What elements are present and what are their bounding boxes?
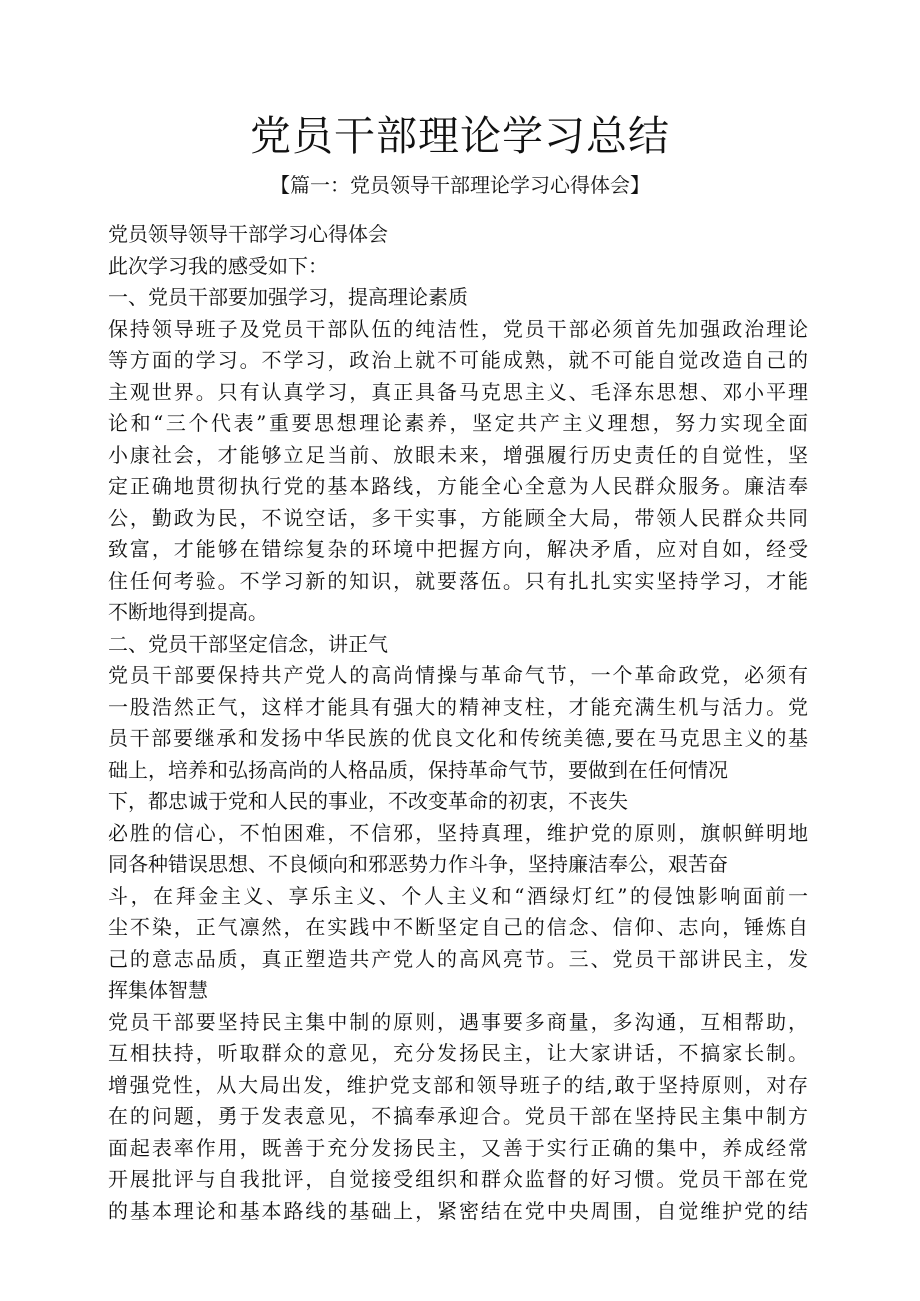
document-subtitle: 【篇一：党员领导干部理论学习心得体会】 (270, 173, 650, 197)
body-line: 论和“三个代表”重要思想理论素养，坚定共产主义理想，努力实现全面 (108, 411, 808, 435)
body-line: 员干部要继承和发扬中华民族的优良文化和传统美德,要在马克思主义的基 (108, 726, 808, 750)
body-line: 己的意志品质，真正塑造共产党人的高风亮节。三、党员干部讲民主，发 (108, 946, 808, 971)
body-line: 增强党性，从大局出发，维护党支部和领导班子的结,敢于坚持原则，对存 (108, 1072, 808, 1097)
body-line: 一股浩然正气，这样才能具有强大的精神支柱，才能充满生机与活力。党 (108, 694, 808, 719)
document-title: 党员干部理论学习总结 (250, 112, 670, 160)
body-line: 保持领导班子及党员干部队伍的纯洁性，党员干部必须首先加强政治理论 (108, 316, 808, 341)
body-line: 在的问题，勇于发表意见，不搞奉承迎合。党员干部在坚持民主集中制方 (108, 1104, 808, 1128)
body-line: 面起表率作用，既善于充分发扬民主，又善于实行正确的集中，养成经常 (108, 1135, 808, 1160)
body-line: 互相扶持，听取群众的意见，充分发扬民主，让大家讲话，不搞家长制。 (108, 1041, 808, 1065)
body-line: 的基本理论和基本路线的基础上，紧密结在党中央周围，自觉维护党的结 (108, 1198, 808, 1223)
document-body (108, 219, 808, 1227)
body-line: 开展批评与自我批评，自觉接受组织和群众监督的好习惯。党员干部在党 (108, 1167, 808, 1191)
body-line: 二、党员干部坚定信念，讲正气 (108, 631, 388, 656)
body-line: 挥集体智慧 (108, 978, 208, 1002)
body-line: 小康社会，才能够立足当前、放眼未来，增强履行历史责任的自觉性，坚 (108, 442, 808, 467)
body-line: 致富，才能够在错综复杂的环境中把握方向，解决矛盾，应对自如，经受 (108, 537, 808, 561)
body-line: 主观世界。只有认真学习，真正具备马克思主义、毛泽东思想、邓小平理 (108, 379, 808, 404)
body-line: 等方面的学习。不学习，政治上就不可能成熟，就不可能自觉改造自己的 (108, 348, 808, 372)
body-line: 同各种错误思想、不良倾向和邪恶势力作斗争，坚持廉洁奉公，艰苦奋 (108, 852, 728, 876)
body-line: 公，勤政为民，不说空话，多干实事，方能顾全大局，带领人民群众共同 (108, 505, 808, 530)
body-line: 此次学习我的感受如下： (108, 253, 328, 278)
body-line: 必胜的信心，不怕困难，不信邪，坚持真理，维护党的原则，旗帜鲜明地 (108, 820, 808, 845)
body-line: 尘不染，正气凛然，在实践中不断坚定自己的信念、信仰、志向，锤炼自 (108, 915, 808, 939)
body-line: 定正确地贯彻执行党的基本路线，方能全心全意为人民群众服务。廉洁奉 (108, 474, 808, 498)
body-line: 住任何考验。不学习新的知识，就要落伍。只有扎扎实实坚持学习，才能 (108, 568, 808, 593)
body-line: 党员干部要坚持民主集中制的原则，遇事要多商量，多沟通，互相帮助， (108, 1009, 808, 1034)
body-line: 斗，在拜金主义、享乐主义、个人主义和“酒绿灯红”的侵蚀影响面前一 (108, 883, 808, 908)
body-line: 不断地得到提高。 (108, 600, 268, 624)
body-line: 础上，培养和弘扬高尚的人格品质，保持革命气节，要做到在任何情况 (108, 757, 728, 782)
body-line: 党员干部要保持共产党人的高尚情操与革命气节，一个革命政党，必须有 (108, 663, 808, 687)
body-line: 党员领导领导干部学习心得体会 (108, 222, 388, 246)
body-line: 下，都忠诚于党和人民的事业，不改变革命的初衷，不丧失 (108, 789, 628, 813)
body-line: 一、党员干部要加强学习，提高理论素质 (108, 285, 468, 309)
